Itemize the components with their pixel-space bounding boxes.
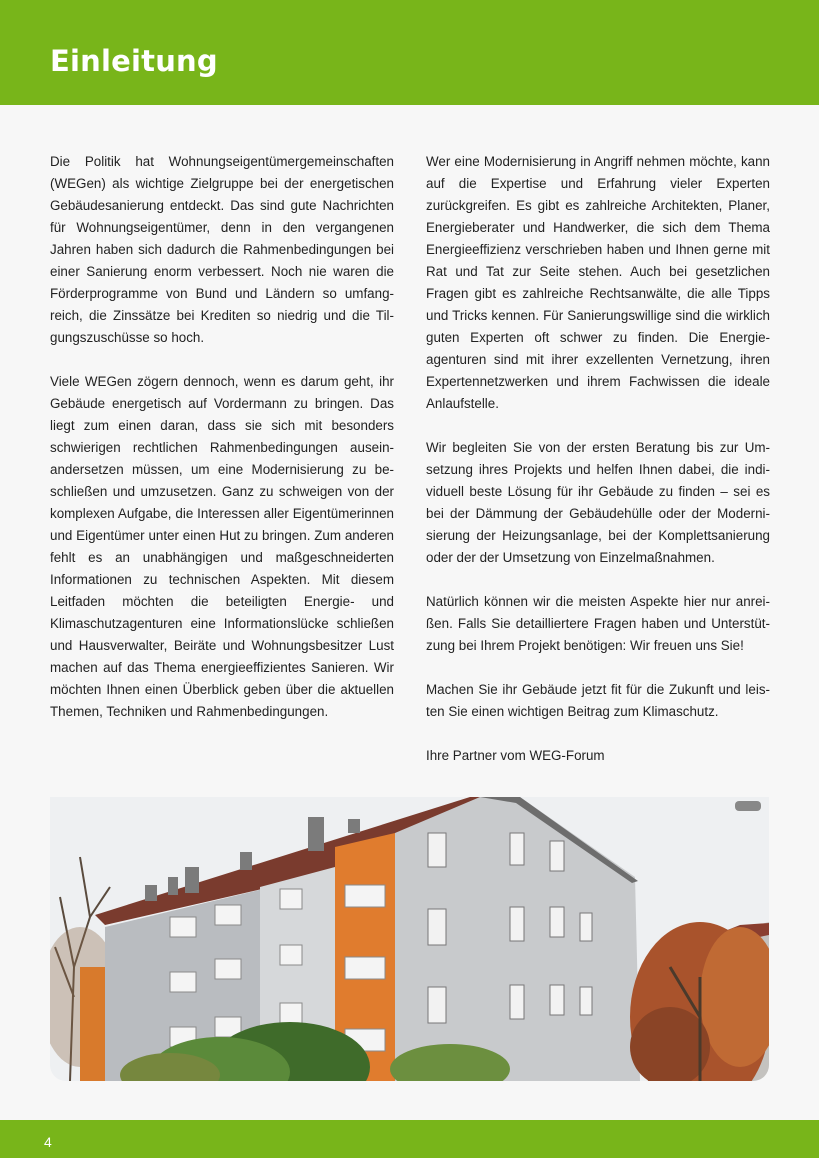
page-title: Einleitung	[50, 44, 218, 78]
footer-bar	[0, 1120, 819, 1158]
paragraph: Die Politik hat Wohnungseigentümergemeinschaften (WEGen) als wichtige Zielgruppe bei der energetischen Gebäudesanierung entdeckt. Das sind gute Nachrichten für Wohnungseigentümer, denn in den vergangenen Jahren haben sich dadurch die Rahmenbedingungen bei einer Sanierung enorm verbessert. Noch nie waren die Förderprogramme von Bund und Ländern so umfangreich, die Zinssätze bei Krediten so niedrig und die Tilgungszuschüsse so hoch.	[50, 154, 394, 345]
paragraph: Wir begleiten Sie von der ersten Beratung bis zur Umsetzung ihres Projekts und helfen Ihnen dabei, die individuell beste Lösung für ihr Gebäude zu finden – sei es bei der Dämmung der Gebäudehülle oder der Modernisierung der Heizungsanlage, bei der Komplettsanierung oder der der Umsetzung von Einzelmaßnahmen.	[426, 440, 770, 565]
right-column	[426, 151, 770, 789]
paragraph: Wer eine Modernisierung in Angriff nehmen möchte, kann auf die Expertise und Erfahrung vieler Experten zurückgreifen. Es gibt es zahlreiche Architekten, Planer, Energieberater und Handwerker, die sich dem Thema Energieeffizienz verschrieben haben und Ihnen gerne mit Rat und Tat zur Seite stehen. Auch bei gesetzlichen Fragen gibt es zahlreiche Rechtsanwälte, die alle Tipps und Tricks kennen. Für Sanierungswillige sind die wirklich guten Experten oft schwer zu finden. Die Energieagenturen sind mit ihrer exzellenten Vernetzung, ihren Expertennetzwerken und ihrem Fachwissen die ideale Anlaufstelle.	[426, 154, 770, 411]
paragraph: Viele WEGen zögern dennoch, wenn es darum geht, ihr Gebäude energetisch auf Vordermann zu bringen. Das liegt zum einen daran, dass sie sich mit besonders schwierigen rechtlichen Rahmenbedingungen auseinandersetzen müssen, um eine Modernisierung zu beschließen und umzusetzen. Ganz zu schweigen von der komplexen Aufgabe, die Interessen aller Eigentümerinnen und Eigentümer unter einen Hut zu bringen. Zum anderen fehlt es an unabhängigen und maßgeschneiderten Informationen zu technischen Aspekten. Mit diesem Leitfaden möchten die beteiligten Energie- und Klimaschutzagenturen eine Informationslücke schließen und Hausverwalter, Beiräte und Wohnungsbesitzer Lust machen auf das Thema energieeffizientes Sanieren. Wir möchten Ihnen einen Überblick geben über die aktuellen Themen, Techniken und Rahmenbedingungen.	[50, 374, 394, 719]
building-photo	[50, 797, 769, 1081]
paragraph: Natürlich können wir die meisten Aspekte hier nur anreißen. Falls Sie detailliertere Fragen haben und Unterstützung bei Ihrem Projekt benötigen: Wir freuen uns Sie!	[426, 594, 770, 653]
left-column	[50, 151, 394, 745]
page-number: 4	[44, 1134, 52, 1150]
signature: Ihre Partner vom WEG-Forum	[426, 748, 605, 763]
paragraph: Machen Sie ihr Gebäude jetzt fit für die Zukunft und leisten Sie einen wichtigen Beitrag zum Klimaschutz.	[426, 682, 770, 719]
header-bar	[0, 0, 819, 105]
